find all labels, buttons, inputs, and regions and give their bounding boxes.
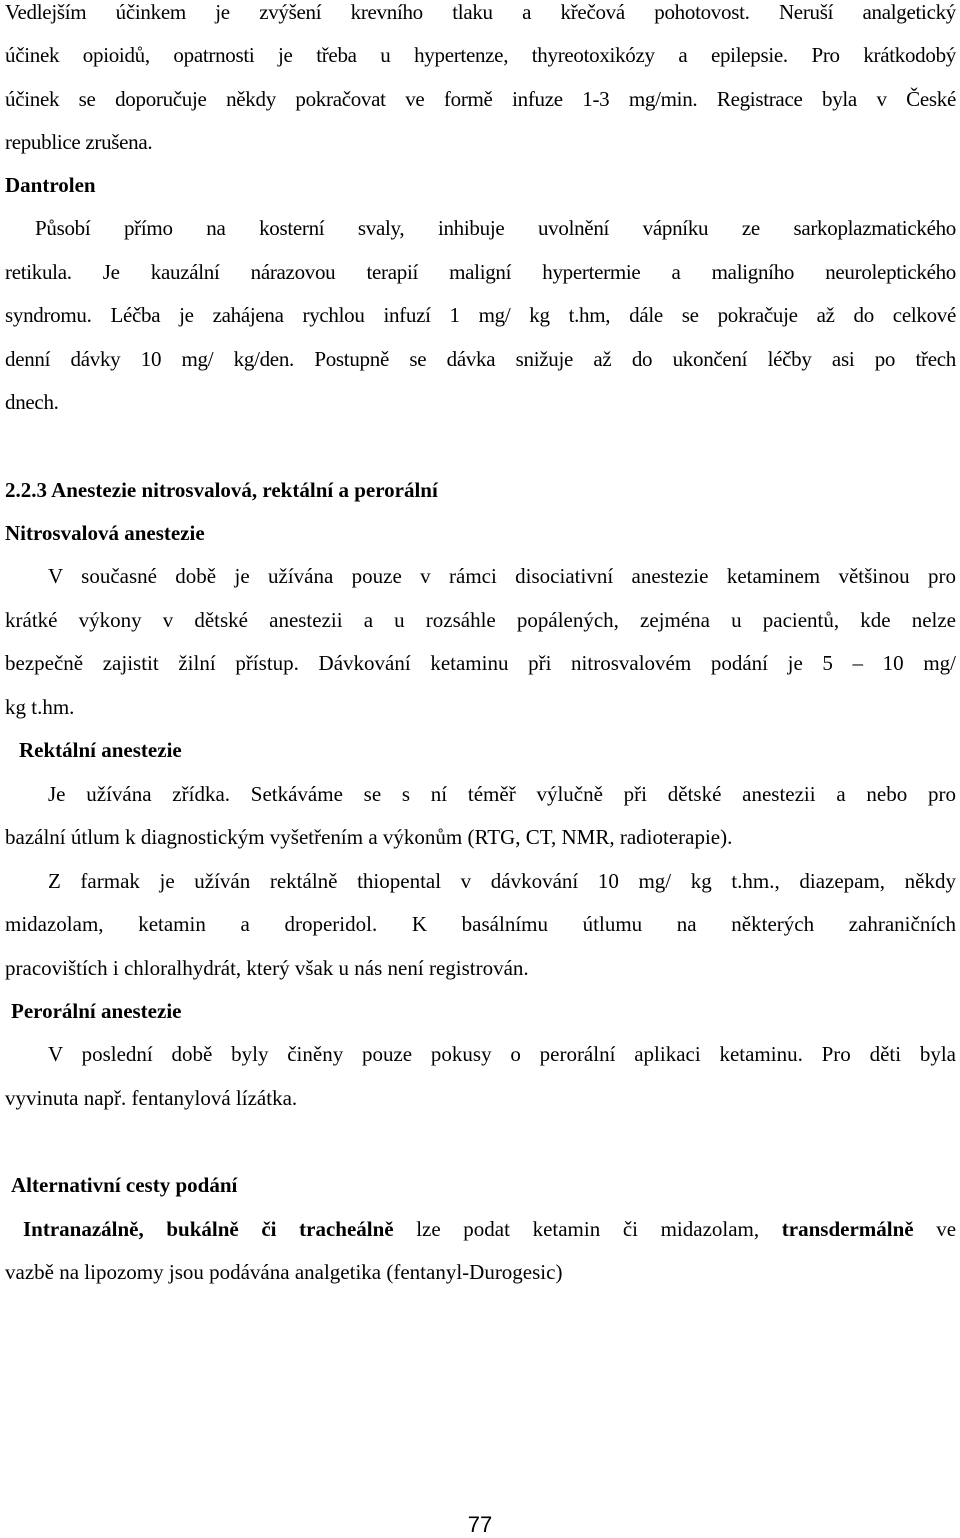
paragraph-line: dnech. xyxy=(5,390,59,414)
paragraph-line: Z farmak je užíván rektálně thiopental v dávkování 10 mg/ kg t.hm., diazepam, někdy xyxy=(48,869,956,893)
paragraph-line: vazbě na lipozomy jsou podávána analgetika (fentanyl-Durogesic) xyxy=(5,1260,563,1284)
paragraph-line: retikula. Je kauzální nárazovou terapií maligní hypertermie a maligního neuroleptického xyxy=(5,260,956,284)
paragraph-line: V poslední době byly činěny pouze pokusy o perorální aplikaci ketaminu. Pro děti byla xyxy=(48,1042,956,1066)
dantrolen-heading: Dantrolen xyxy=(5,173,96,197)
paragraph-line: republice zrušena. xyxy=(5,130,153,154)
paragraph-text: lze podat ketamin či midazolam, xyxy=(416,1217,760,1241)
bold-term: Intranazálně, xyxy=(23,1217,144,1241)
bold-term: bukálně či tracheálně xyxy=(166,1217,394,1241)
paragraph-line: midazolam, ketamin a droperidol. K basálnímu útlumu na některých zahraničních xyxy=(5,912,956,936)
alternativni-heading: Alternativní cesty podání xyxy=(11,1173,238,1197)
section-heading: 2.2.3 Anestezie nitrosvalová, rektální a perorální xyxy=(5,478,438,502)
paragraph-line: pracovištích i chloralhydrát, který však u nás není registrován. xyxy=(5,956,529,980)
paragraph-text: ve xyxy=(936,1217,957,1241)
paragraph-line: účinek se doporučuje někdy pokračovat ve formě infuze 1-3 mg/min. Registrace byla v České xyxy=(5,87,956,111)
paragraph-line: kg t.hm. xyxy=(5,695,75,719)
paragraph-line: Působí přímo na kosterní svaly, inhibuje uvolnění vápníku ze sarkoplazmatického xyxy=(35,216,956,240)
paragraph-line: krátké výkony v dětské anestezii a u rozsáhle popálených, zejména u pacientů, kde nelze xyxy=(5,608,956,632)
paragraph-line: vyvinuta např. fentanylová lízátka. xyxy=(5,1086,298,1110)
nitrosvalova-heading: Nitrosvalová anestezie xyxy=(5,521,205,545)
paragraph-line: V současné době je užívána pouze v rámci disociativní anestezie ketaminem většinou pro xyxy=(48,564,956,588)
bold-term: transdermálně xyxy=(781,1217,914,1241)
paragraph-line: syndromu. Léčba je zahájena rychlou infuzí 1 mg/ kg t.hm, dále se pokračuje až do celkové xyxy=(5,303,956,327)
paragraph-line: denní dávky 10 mg/ kg/den. Postupně se dávka snižuje až do ukončení léčby asi po třech xyxy=(5,347,956,371)
peroralni-heading: Perorální anestezie xyxy=(11,999,182,1023)
paragraph-line: Vedlejším účinkem je zvýšení krevního tlaku a křečová pohotovost. Neruší analgetický xyxy=(5,0,956,24)
paragraph-line: bezpečně zajistit žilní přístup. Dávkování ketaminu při nitrosvalovém podání je 5 – 10 mg/ xyxy=(5,651,956,675)
paragraph-line xyxy=(23,1217,956,1241)
paragraph-line: Je užívána zřídka. Setkáváme se s ní téměř výlučně při dětské anestezii a nebo pro xyxy=(48,782,956,806)
paragraph-line: bazální útlum k diagnostickým vyšetřením a výkonům (RTG, CT, NMR, radioterapie). xyxy=(5,825,733,849)
page-number: 77 xyxy=(467,1512,493,1537)
rektalni-heading: Rektální anestezie xyxy=(19,738,182,762)
paragraph-line: účinek opioidů, opatrnosti je třeba u hypertenze, thyreotoxikózy a epilepsie. Pro krátkodobý xyxy=(5,43,956,67)
